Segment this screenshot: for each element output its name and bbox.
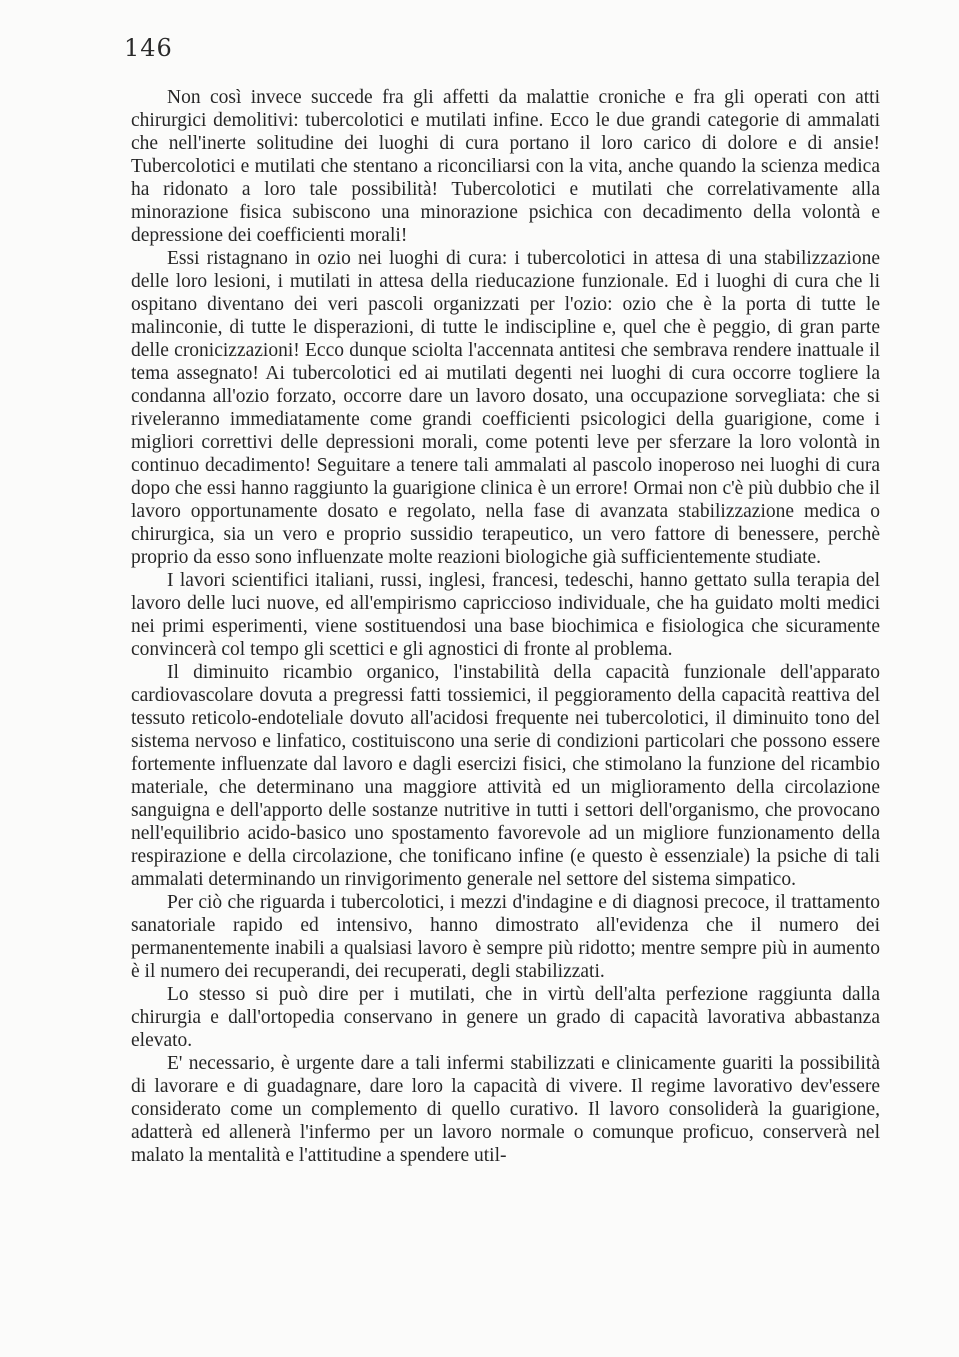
body-text [131,86,880,1167]
paragraph: Essi ristagnano in ozio nei luoghi di cura: i tubercolotici in attesa di una stabilizzazione delle loro lesioni, i mutilati in attesa della rieducazione funzionale. Ed i luoghi di cura che li ospitano diventano dei veri pascoli organizzati per l'ozio: ozio che è la porta di tutte le malinconie, di tutte le disperazioni, di tutte le indiscipline e, quel che è peggio, di gran parte delle cronicizzazioni! Ecco dunque sciolta l'accennata antitesi che sembrava rendere inattuale il tema assegnato! Ai tubercolotici ed ai mutilati degenti nei luoghi di cura occorre togliere la condanna all'ozio forzato, occorre dare un lavoro dosato, una occupazione sorvegliata: che si riveleranno immediatamente come grandi coefficienti psicologici della guarigione, come i migliori correttivi delle depressioni morali, come potenti leve per sferzare la loro volontà in continuo decadimento! Seguitare a tenere tali ammalati al pascolo inoperoso nei luoghi di cura dopo che essi hanno raggiunto la guarigione clinica è un errore! Ormai non c'è più dubbio che il lavoro opportunamente dosato e regolato, nella fase di avanzata stabilizzazione medica o chirurgica, sia un vero e proprio sussidio terapeutico, un vero fattore di benessere, perchè proprio da esso sono influenzate molte reazioni biologiche già sufficientemente studiate. [131,248,880,568]
paragraph: Lo stesso si può dire per i mutilati, che in virtù dell'alta perfezione raggiunta dalla chirurgia e dall'ortopedia conservano in genere un grado di capacità lavorativa abbastanza elevato. [131,984,880,1051]
page-number: 146 [124,34,173,62]
paragraph: Non così invece succede fra gli affetti da malattie croniche e fra gli operati con atti chirurgici demolitivi: tubercolotici e mutilati infine. Ecco le due grandi categorie di ammalati che nell'inerte solitudine dei luoghi di cura portano il loro carico di dolore e di ansie! Tubercolotici e mutilati che stentano a riconciliarsi con la vita, anche quando la scienza medica ha ridonato a loro tale possibilità! Tubercolotici e mutilati che correlativamente alla minorazione fisica subiscono una minorazione psichica con decadimento della volontà e depressione dei coefficienti morali! [131,87,880,246]
paragraph: E' necessario, è urgente dare a tali infermi stabilizzati e clinicamente guariti la possibilità di lavorare e di guadagnare, dare loro la capacità di vivere. Il regime lavorativo dev'essere considerato come un complemento di quello curativo. Il lavoro consoliderà la guarigione, adatterà ed allenerà l'infermo per un lavoro normale o comunque proficuo, conserverà nel malato la mentalità e l'attitudine a spendere util- [131,1053,880,1166]
paragraph: Il diminuito ricambio organico, l'instabilità della capacità funzionale dell'apparato cardiovascolare dovuta a pregressi fatti tossiemici, il peggioramento della capacità reattiva del tessuto reticolo-endoteliale dovuto all'acidosi frequente nei tubercolotici, il diminuito tono del sistema nervoso e linfatico, costituiscono una serie di condizioni particolari che possono essere fortemente influenzate dal lavoro e dagli esercizi fisici, che stimolano la funzione del ricambio materiale, che determinano una maggiore attività ed un miglioramento della circolazione sanguigna e dell'apporto delle sostanze nutritive in tutti i settori dell'organismo, che provocano nell'equilibrio acido-basico uno spostamento favorevole ad un migliore funzionamento della respirazione e della circolazione, che tonificano infine (e questo è essenziale) la psiche di tali ammalati determinando un rinvigorimento generale nel settore del sistema simpatico. [131,662,880,890]
paragraph: I lavori scientifici italiani, russi, inglesi, francesi, tedeschi, hanno gettato sulla terapia del lavoro delle luci nuove, ed all'empirismo capriccioso individuale, che ha guidato molti medici nei primi esperimenti, viene sostituendosi una base biochimica e fisiologica che sicuramente convincerà col tempo gli scettici e gli agnostici di fronte al problema. [131,570,880,660]
paragraph: Per ciò che riguarda i tubercolotici, i mezzi d'indagine e di diagnosi precoce, il trattamento sanatoriale rapido ed intensivo, hanno dimostrato all'evidenza che il numero dei permanentemente inabili a qualsiasi lavoro è sempre più ridotto; mentre sempre più in aumento è il numero dei recuperandi, dei recuperati, degli stabilizzati. [131,892,880,982]
